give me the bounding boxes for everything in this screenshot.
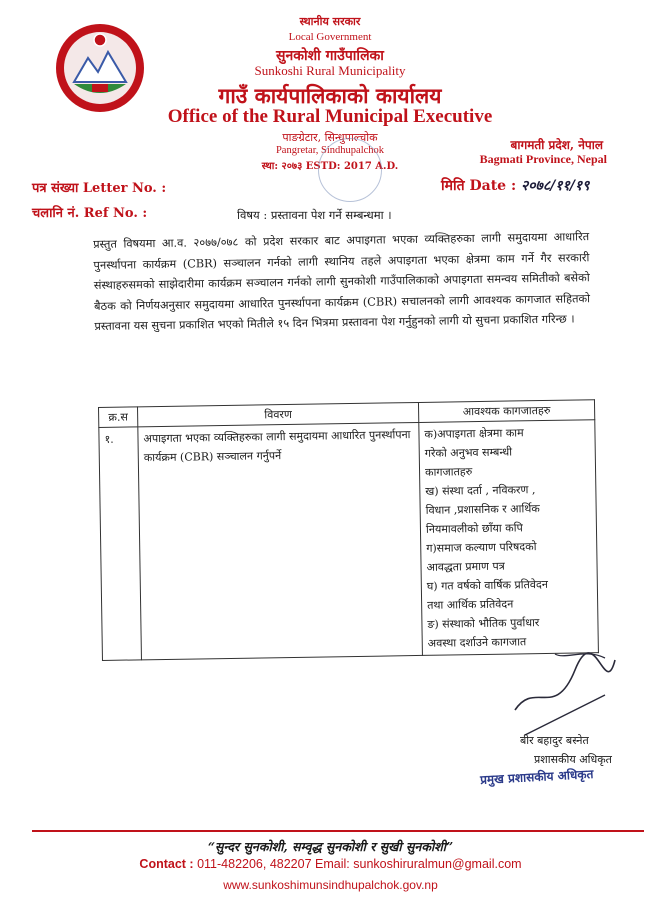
document-item: घ) गत वर्षको वार्षिक प्रतिवेदन xyxy=(426,577,549,593)
date-line xyxy=(441,176,589,195)
signatory-name: बीर बहादुर बस्नेत xyxy=(520,734,589,747)
established-date: स्था: २०७३ ESTD: 2017 A.D. xyxy=(261,161,399,172)
header-documents: आवश्यक कागजातहरु xyxy=(418,400,594,423)
email-label: Email: xyxy=(315,857,350,871)
document-item: ङ) संस्थाको भौतिक पुर्वाधार xyxy=(427,616,540,631)
office-stamp-icon xyxy=(318,138,382,202)
contact-phones: 011-482206, 482207 xyxy=(197,857,312,871)
header-description: विवरण xyxy=(138,402,419,426)
province-en: Bagmati Province, Nepal xyxy=(479,152,607,166)
footer-divider xyxy=(32,830,644,832)
date-value: २०७८/११/१९ xyxy=(520,178,590,194)
date-label: मिति Date : xyxy=(441,178,517,194)
table-row xyxy=(99,420,599,661)
requirements-table xyxy=(98,399,599,661)
reference-number-label: चलानि नं. Ref No. : xyxy=(32,206,148,221)
office-title-np: गाउँ कार्यपालिकाको कार्यालय xyxy=(218,83,442,108)
nepal-emblem-icon xyxy=(54,22,146,114)
row-serial: १. xyxy=(99,427,142,661)
office-title-en: Office of the Rural Municipal Executive xyxy=(167,106,493,127)
row-description: अपाइगता भएका व्यक्तिहरुका लागी समुदायमा आधारित पुनर्स्थापना कार्यक्रम (CBR) सञ्चालन गर्नुपर्ने xyxy=(138,422,423,659)
row-documents xyxy=(419,420,599,656)
letter-number-label: पत्र संख्या Letter No. : xyxy=(32,181,167,196)
document-item: क)अपाइगता क्षेत्रमा काम xyxy=(424,426,524,441)
document-item: अवस्था दर्शाउने कागजात xyxy=(427,635,527,650)
document-item: विधान ,प्रशासनिक र आर्थिक xyxy=(425,502,540,517)
province-np: बागमती प्रदेश, नेपाल xyxy=(510,138,603,152)
designation-stamp: प्रमुख प्रशासकीय अधिकृत xyxy=(479,767,594,787)
document-item: ग)समाज कल्याण परिषदको xyxy=(426,540,537,555)
document-item: आवद्धता प्रमाण पत्र xyxy=(426,559,505,574)
address-np: पाङग्रेटार, सिन्धुपाल्चोक xyxy=(282,131,378,144)
local-government-np: स्थानीय सरकार xyxy=(299,15,361,28)
document-item: ख) संस्था दर्ता , नविकरण , xyxy=(425,483,536,498)
local-government-en: Local Government xyxy=(288,31,372,43)
footer-slogan: “सुन्दर सुनकोशी, सम्वृद्ध सुनकोशी र सुखी सुनकोशी” xyxy=(207,839,454,854)
body-paragraph: प्रस्तुत विषयमा आ.व. २०७७/०७८ को प्रदेश सरकार बाट अपाइगता भएका व्यक्तिहरुका लागी समुदायमा आधारित पुनर्स्थापना कार्यक्रम (CBR) सञ्चालन गर्नको लागी स्थानिय तहले अपाइगता भएका क्षेत्रमा काम गर्ने गैर सरकारी संस्थाहरुसमको साझेदारीमा कार्यक्रम सञ्चालन गर्नको लागी सुनकोशी गाउँपालिकाको अपाइगता समन्वय समितीको बसेको बैठक को निर्णयअनुसार समुदायमा आधारित पुनर्स्थापना कार्यक्रम (CBR) सचालनको लागी आवश्यक कागजात सहितको प्रस्तावना यस सुचना प्रकाशित भएको मितीले १५ दिन भित्रमा प्रस्तावना पेश गर्नुहुनको लागी यो सुचना प्रकाशित गरिन्छ । xyxy=(93,230,591,334)
signatory-role: प्रशासकीय अधिकृत xyxy=(534,753,612,766)
header-serial: क्र.स xyxy=(99,407,138,428)
footer-contact xyxy=(0,857,661,871)
email-link[interactable]: sunkoshiruralmun@gmail.com xyxy=(353,857,522,871)
document-item: नियमावलीको छाँया कपि xyxy=(425,521,523,536)
document-item: गरेको अनुभव सम्बन्धी xyxy=(424,445,513,460)
municipality-name-en: Sunkoshi Rural Municipality xyxy=(254,63,406,78)
address-en: Pangretar, Sindhupalchok xyxy=(275,145,385,156)
subject-line: विषय : प्रस्तावना पेश गर्ने सम्बन्धमा । xyxy=(237,208,392,222)
contact-label: Contact : xyxy=(139,857,194,871)
document-item: कागजातहरु xyxy=(424,465,473,479)
website-link[interactable]: www.sunkoshimunsindhupalchok.gov.np xyxy=(223,878,438,892)
document-item: तथा आर्थिक प्रतिवेदन xyxy=(427,597,514,612)
municipality-name-np: सुनकोशी गाउँपालिका xyxy=(276,48,384,64)
